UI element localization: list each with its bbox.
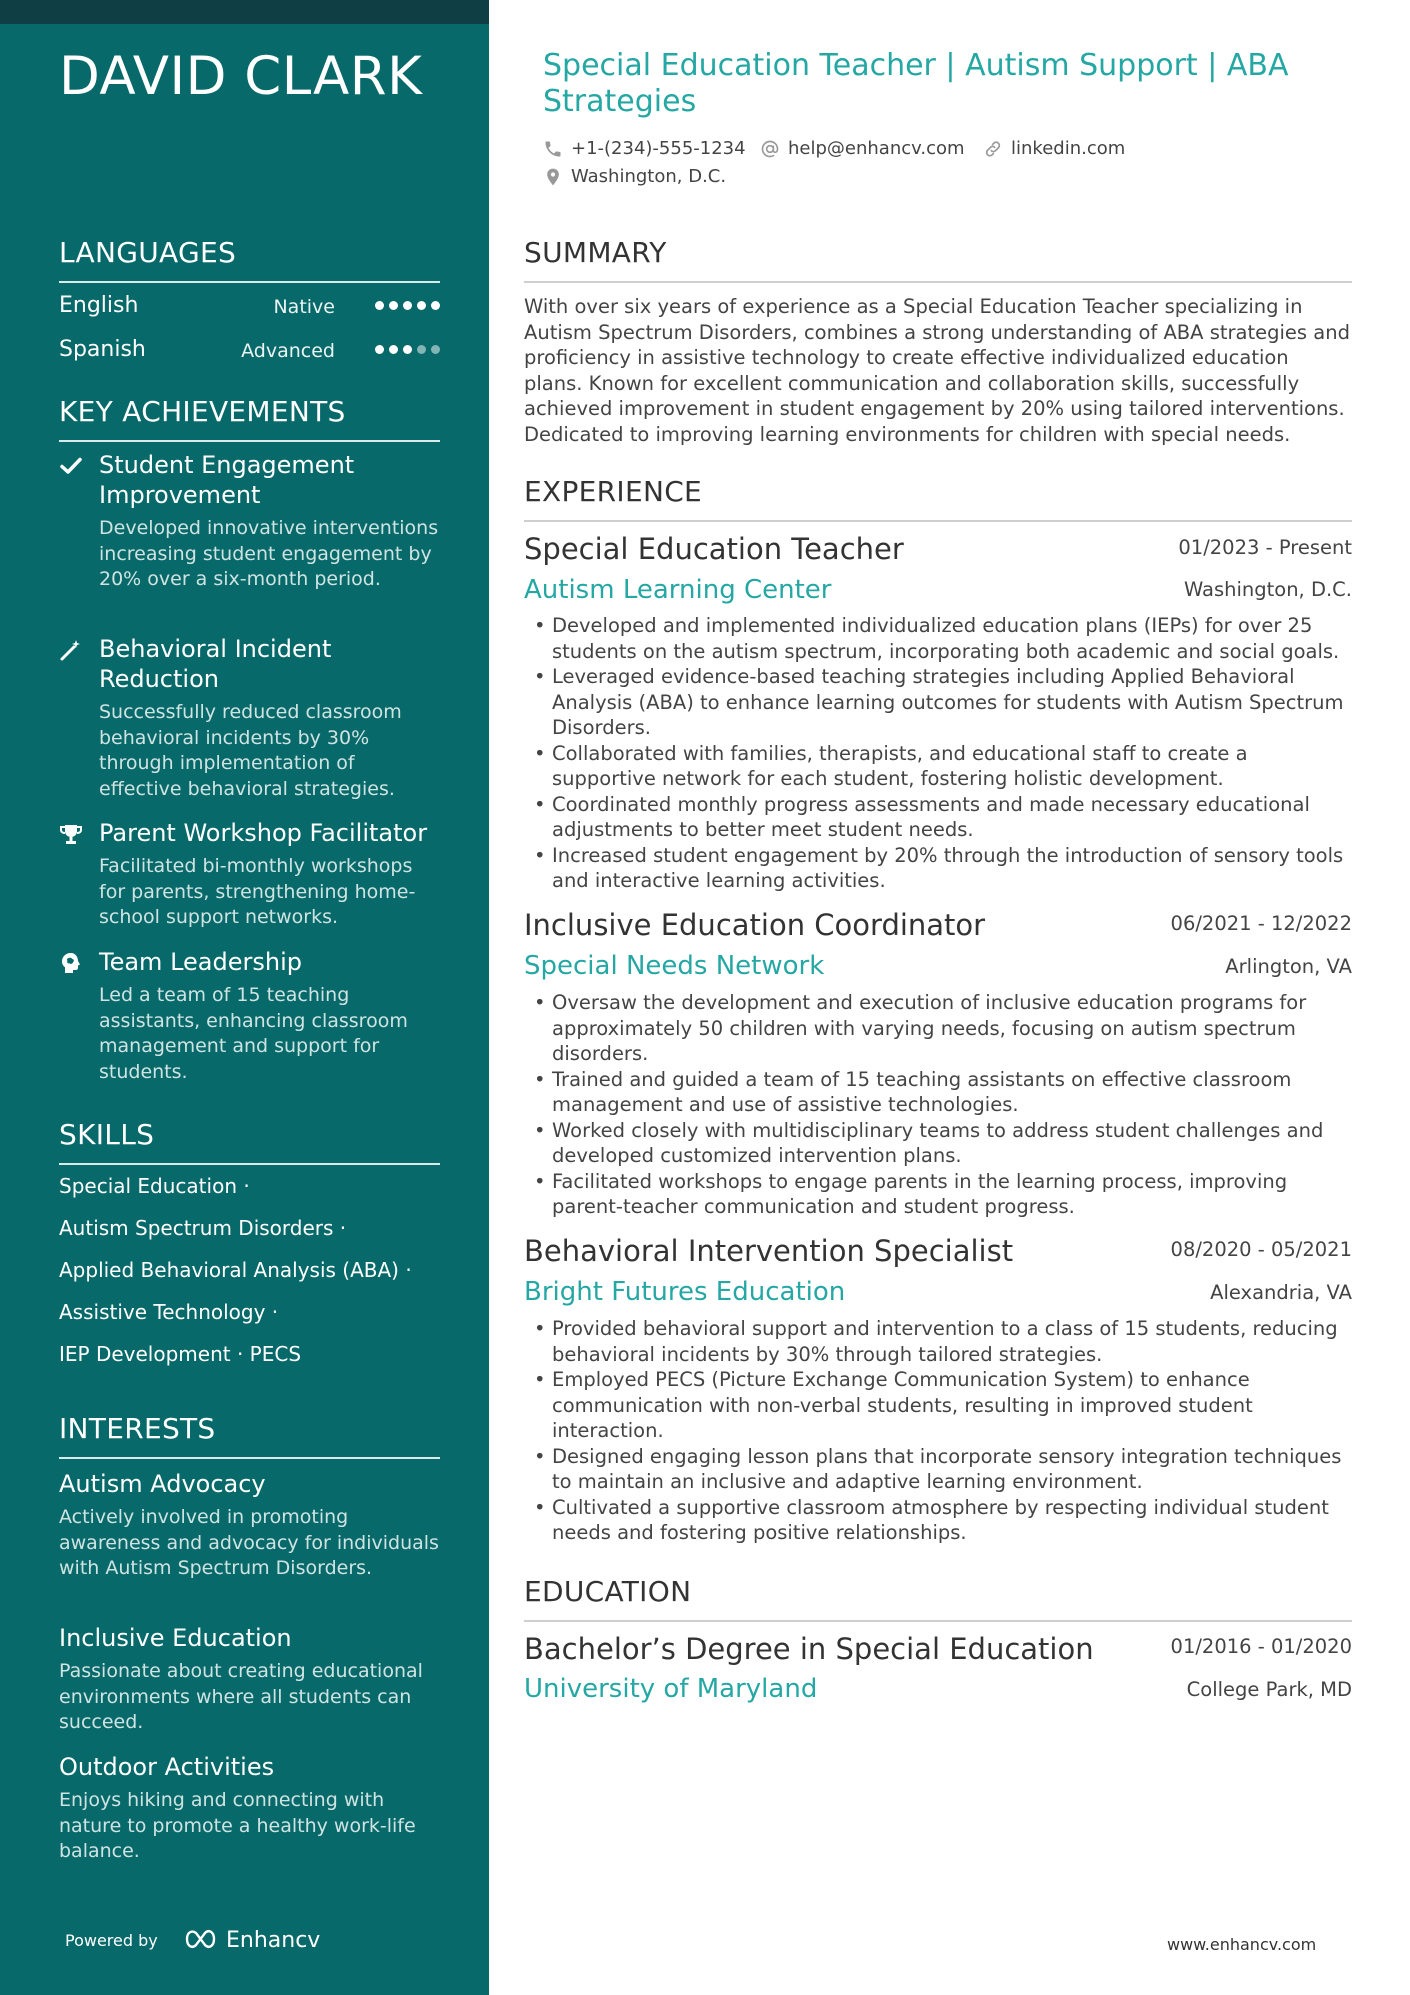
candidate-name: DAVID CLARK	[59, 46, 423, 107]
language-name: English	[59, 293, 139, 318]
sidebar-top-bar	[0, 0, 489, 24]
head-icon	[59, 951, 83, 975]
achievement-item	[59, 634, 440, 802]
languages-heading: LANGUAGES	[59, 236, 440, 283]
language-row	[59, 293, 440, 327]
achievement-description: Successfully reduced classroom behavioral incidents by 30% through implementation of effective behavioral strategies.	[99, 701, 402, 800]
language-rating	[375, 301, 440, 310]
job-bullet: • Developed and implemented individualized education plans (IEPs) for over 25 students on the autism spectrum, incorporating both academic and social goals.	[534, 613, 1354, 664]
skill-item: Applied Behavioral Analysis (ABA) ·	[59, 1258, 412, 1282]
linkedin-url: linkedin.com	[1011, 138, 1126, 159]
job-bullets	[534, 990, 1354, 1220]
school-name: University of Maryland	[524, 1674, 818, 1704]
achievement-description: Facilitated bi-monthly workshops for parents, strengthening home-school support networks.	[99, 855, 416, 928]
at-sign-icon	[760, 139, 780, 159]
email-contact[interactable]	[760, 138, 965, 159]
job-title: Behavioral Intervention Specialist	[524, 1234, 1014, 1268]
job-date: 06/2021 - 12/2022	[1170, 912, 1352, 935]
degree-title: Bachelor’s Degree in Special Education	[524, 1632, 1094, 1666]
achievement-item	[59, 947, 440, 1085]
email-address: help@enhancv.com	[788, 138, 965, 159]
interests-heading: INTERESTS	[59, 1412, 440, 1459]
achievement-title: Student Engagement Improvement	[99, 451, 355, 509]
interest-item	[59, 1623, 449, 1736]
company-name: Autism Learning Center	[524, 575, 832, 605]
company-name: Special Needs Network	[524, 951, 825, 981]
experience-heading: EXPERIENCE	[524, 475, 1352, 522]
language-rating	[375, 345, 440, 354]
interest-description: Passionate about creating educational environments where all students can succeed.	[59, 1660, 423, 1733]
job-bullet: • Increased student engagement by 20% through the introduction of sensory tools and interactive learning activities.	[534, 843, 1354, 894]
job-bullet: • Collaborated with families, therapists, and educational staff to create a supportive network for each student, fostering holistic development.	[534, 741, 1354, 792]
job-bullet: • Provided behavioral support and intervention to a class of 15 students, reducing behavioral incidents by 30% through tailored strategies.	[534, 1316, 1354, 1367]
trophy-icon	[59, 822, 83, 846]
summary-heading: SUMMARY	[524, 236, 1352, 283]
achievement-description: Developed innovative interventions increasing student engagement by 20% over a six-month period.	[99, 517, 439, 590]
skill-item: Assistive Technology ·	[59, 1300, 279, 1324]
job-bullet: • Cultivated a supportive classroom atmosphere by respecting individual student needs and fostering positive relationships.	[534, 1495, 1354, 1546]
job-location: Arlington, VA	[1225, 955, 1352, 978]
job-bullet: • Worked closely with multidisciplinary teams to address student challenges and developed customized intervention plans.	[534, 1118, 1354, 1169]
svg-text:Enhancv: Enhancv	[226, 1928, 321, 1953]
powered-by-label: Powered by	[65, 1931, 158, 1950]
interest-title: Autism Advocacy	[59, 1470, 266, 1498]
interest-item	[59, 1752, 449, 1865]
job-title: Special Education Teacher	[524, 532, 904, 566]
company-name: Bright Futures Education	[524, 1277, 846, 1307]
skill-item: IEP Development · PECS	[59, 1342, 302, 1366]
job-bullets	[534, 613, 1354, 894]
education-heading: EDUCATION	[524, 1575, 1352, 1622]
achievement-item	[59, 818, 440, 931]
job-location: Washington, D.C.	[1183, 578, 1352, 601]
school-location: College Park, MD	[1186, 1678, 1352, 1701]
achievement-description: Led a team of 15 teaching assistants, enhancing classroom management and support for students.	[99, 984, 408, 1083]
magic-wand-icon	[59, 638, 83, 662]
language-level: Native	[273, 296, 335, 318]
achievements-heading: KEY ACHIEVEMENTS	[59, 395, 440, 442]
job-date: 01/2023 - Present	[1178, 536, 1352, 559]
achievement-title: Team Leadership	[99, 948, 302, 976]
skills-heading: SKILLS	[59, 1118, 440, 1165]
job-bullet: • Designed engaging lesson plans that incorporate sensory integration techniques to maintain an inclusive and adaptive learning environment.	[534, 1444, 1354, 1495]
link-icon	[983, 139, 1003, 159]
job-bullet: • Leveraged evidence-based teaching strategies including Applied Behavioral Analysis (ABA) to enhance learning outcomes for students with Autism Spectrum Disorders.	[534, 664, 1354, 741]
job-title: Inclusive Education Coordinator	[524, 908, 986, 942]
achievement-title: Behavioral Incident Reduction	[99, 635, 332, 693]
map-pin-icon	[543, 167, 563, 187]
phone-icon	[543, 139, 563, 159]
phone-number: +1-(234)-555-1234	[571, 138, 746, 159]
interest-title: Inclusive Education	[59, 1624, 292, 1652]
job-bullet: • Employed PECS (Picture Exchange Communication System) to enhance communication with non-verbal students, resulting in improved student interaction.	[534, 1367, 1354, 1444]
summary-text: With over six years of experience as a Special Education Teacher specializing in Autism Spectrum Disorders, combines a strong understanding of ABA strategies and proficiency in assistive technology to create effective individualized education plans. Known for excellent communication and collaboration skills, successfully achieved improvement in student engagement by 20% using tailored interventions. Dedicated to improving learning environments for children with special needs.	[524, 295, 1350, 446]
job-bullet: • Coordinated monthly progress assessments and made necessary educational adjustments to better meet student needs.	[534, 792, 1354, 843]
interest-description: Actively involved in promoting awareness and advocacy for individuals with Autism Spectrum Disorders.	[59, 1506, 439, 1579]
enhancv-logo[interactable]	[183, 1922, 343, 1956]
achievement-item	[59, 450, 440, 593]
checkmark-icon	[59, 454, 83, 478]
job-bullet: • Trained and guided a team of 15 teaching assistants on effective classroom management and use of assistive technologies.	[534, 1067, 1354, 1118]
job-location: Alexandria, VA	[1210, 1281, 1352, 1304]
location-contact	[543, 166, 726, 187]
interest-description: Enjoys hiking and connecting with nature to promote a healthy work-life balance.	[59, 1789, 416, 1862]
interest-title: Outdoor Activities	[59, 1753, 275, 1781]
job-bullet: • Facilitated workshops to engage parents in the learning process, improving parent-teacher communication and student progress.	[534, 1169, 1354, 1220]
job-date: 08/2020 - 05/2021	[1170, 1238, 1352, 1261]
location-text: Washington, D.C.	[571, 166, 727, 187]
profile-headline: Special Education Teacher | Autism Support | ABA Strategies	[543, 48, 1289, 119]
linkedin-contact[interactable]	[983, 138, 1125, 159]
language-name: Spanish	[59, 337, 146, 362]
footer-url[interactable]: www.enhancv.com	[1167, 1935, 1317, 1954]
skill-item: Special Education ·	[59, 1174, 250, 1198]
phone-contact[interactable]	[543, 138, 746, 159]
skill-item: Autism Spectrum Disorders ·	[59, 1216, 347, 1240]
achievement-title: Parent Workshop Facilitator	[99, 819, 428, 847]
education-date: 01/2016 - 01/2020	[1170, 1635, 1352, 1658]
language-row	[59, 337, 440, 371]
interest-item	[59, 1469, 449, 1582]
job-bullets	[534, 1316, 1354, 1546]
language-level: Advanced	[241, 340, 335, 362]
job-bullet: • Oversaw the development and execution of inclusive education programs for approximately 50 children with varying needs, focusing on autism spectrum disorders.	[534, 990, 1354, 1067]
sidebar	[0, 0, 489, 1995]
